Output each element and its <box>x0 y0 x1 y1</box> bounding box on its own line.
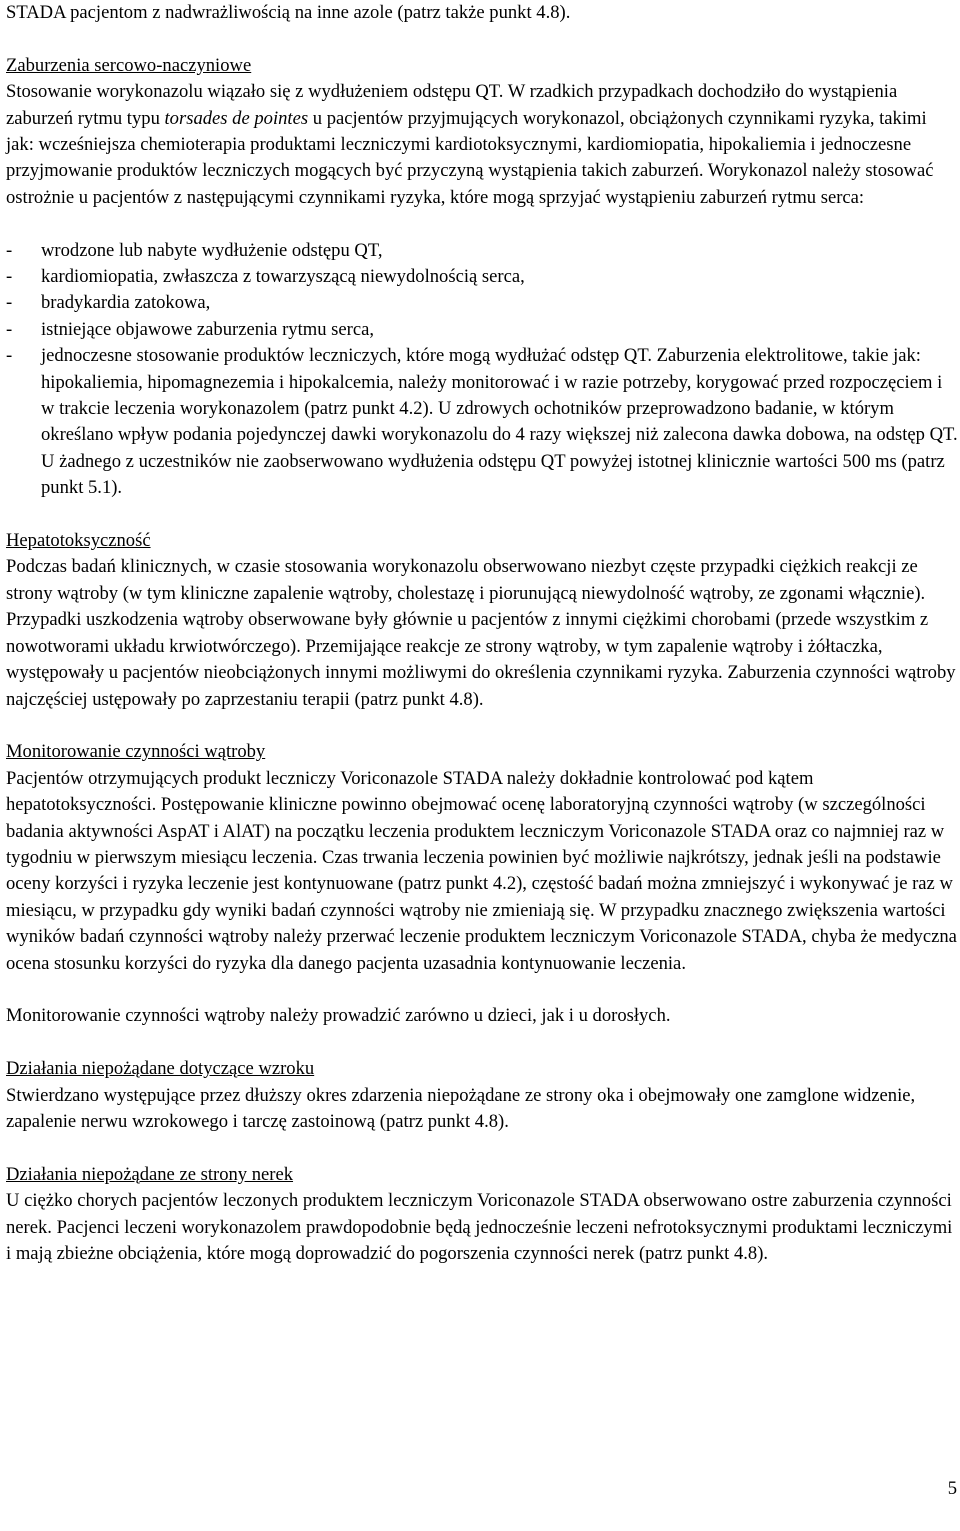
paragraph-liver-monitoring-all-ages: Monitorowanie czynności wątroby należy prowadzić zarówno u dzieci, jak i u dorosłych. <box>6 1005 671 1027</box>
list-dash: - <box>6 345 13 367</box>
spacer <box>6 1135 958 1161</box>
heading-renal-adverse-events: Działania niepożądane ze strony nerek <box>6 1163 294 1185</box>
list-item-text: bradykardia zatokowa, <box>41 292 211 314</box>
list-item <box>6 290 958 316</box>
page-number: 5 <box>947 1478 957 1499</box>
list-dash: - <box>6 266 13 288</box>
spacer <box>6 211 958 237</box>
paragraph-hepatotoxicity: Podczas badań klinicznych, w czasie stosowania worykonazolu obserwowano niezbyt częste przypadki ciężkich reakcji ze strony wątroby (w tym kliniczne zapalenie wątroby, cholestazę i piorunującą niewydolność wątroby, ze zgonami włącznie). Przypadki uszkodzenia wątroby obserwowane były głównie u pacjentów z innymi ciężkimi chorobami (przede wszystkim z nowotworami układu krwiotwórczego). Przemijające reakcje ze strony wątroby, w tym zapalenie wątroby i żółtaczka, występowały u pacjentów nieobciążonych innymi możliwymi do określenia czynnikami ryzyka. Zaburzenia czynności wątroby najczęściej ustępowały po zaprzestaniu terapii (patrz punkt 4.8). <box>6 556 956 710</box>
list-item-text: jednoczesne stosowanie produktów leczniczych, które mogą wydłużać odstęp QT. Zaburzenia elektrolitowe, takie jak: hipokaliemia, hipomagnezemia i hipokalcemia, należy monitorować i w razie potrzeby, korygować przed rozpoczęciem i w trakcie leczenia worykonazolem (patrz punkt 4.2). U zdrowych ochotników przeprowadzono badanie, w którym określano wpływ podania pojedynczej dawki worykonazolu do 4 razy większej niż zalecona dawka dobowa, na odstęp QT. U żadnego z uczestników nie zaobserwowano wydłużenia odstępu QT powyżej istotnej klinicznie wartości 500 ms (patrz punkt 5.1). <box>41 345 958 499</box>
heading-hepatotoxicity: Hepatotoksyczność <box>6 530 151 552</box>
italic-term: torsades de pointes <box>164 107 309 129</box>
text-segment: Stosowanie worykonazolu wiązało się z wydłużeniem odstępu QT. W rzadkich przypadkach dochodziło do wystąpienia zaburzeń rytmu typu <box>6 81 898 129</box>
section-renal-adverse-events <box>6 1162 958 1268</box>
heading-liver-monitoring: Monitorowanie czynności wątroby <box>6 741 266 763</box>
section-visual-adverse-events <box>6 1056 958 1135</box>
list-dash: - <box>6 318 13 340</box>
paragraph-visual-adverse-events: Stwierdzano występujące przez dłuższy okres zdarzenia niepożądane ze strony oka i obejmowały one zamglone widzenie, zapalenie nerwu wzrokowego i tarczę zastoinową (patrz punkt 4.8). <box>6 1084 916 1132</box>
list-item-text: istniejące objawowe zaburzenia rytmu serca, <box>41 318 374 340</box>
risk-factor-list <box>6 238 958 502</box>
heading-cardiovascular: Zaburzenia sercowo-naczyniowe <box>6 54 252 76</box>
list-item <box>6 343 958 501</box>
document-page <box>6 0 958 1267</box>
spacer <box>6 1030 958 1056</box>
text-segment: u pacjentów przyjmujących worykonazol, obciążonych czynnikami ryzyka, takimi jak: wcześniejsza chemioterapia produktami leczniczymi kardiotoksycznymi, kardiomiopatia, hipokaliemia i jednoczesne przyjmowanie produktów leczniczych mogących być przyczyną wystąpienia takich zaburzeń. Worykonazol należy stosować ostrożnie u pacjentów z następującymi czynnikami ryzyka, które mogą sprzyjać wystąpieniu zaburzeń rytmu serca: <box>6 107 934 208</box>
spacer <box>6 713 958 739</box>
section-liver-monitoring <box>6 739 958 1029</box>
paragraph-renal-adverse-events: U ciężko chorych pacjentów leczonych produktem leczniczym Voriconazole STADA obserwowano ostre zaburzenia czynności nerek. Pacjenci leczeni worykonazolem prawdopodobnie będą jednocześnie leczeni nefrotoksycznymi produktami leczniczymi i mają zbieżne obciążenia, które mogą doprowadzić do pogorszenia czynności nerek (patrz punkt 4.8). <box>6 1190 953 1264</box>
list-dash: - <box>6 292 13 314</box>
spacer <box>6 26 958 52</box>
list-item <box>6 238 958 264</box>
intro-line: STADA pacjentom z nadwrażliwością na inne azole (patrz także punkt 4.8). <box>6 2 571 23</box>
paragraph-cardiovascular <box>6 79 958 211</box>
list-item-text: wrodzone lub nabyte wydłużenie odstępu QT, <box>41 239 383 261</box>
list-item <box>6 317 958 343</box>
heading-visual-adverse-events: Działania niepożądane dotyczące wzroku <box>6 1058 315 1080</box>
section-cardiovascular <box>6 53 958 502</box>
section-hepatotoxicity <box>6 528 958 713</box>
paragraph-liver-monitoring: Pacjentów otrzymujących produkt leczniczy Voriconazole STADA należy dokładnie kontrolować pod kątem hepatotoksyczności. Postępowanie kliniczne powinno obejmować ocenę laboratoryjną czynności wątroby (w szczególności badania aktywności AspAT i AlAT) na początku leczenia produktem leczniczym Voriconazole STADA oraz co najmniej raz w tygodniu w pierwszym miesiącu leczenia. Czas trwania leczenia powinien być możliwie najkrótszy, jednak jeśli na podstawie oceny korzyści i ryzyka leczenie jest kontynuowane (patrz punkt 4.2), częstość badań można zmniejszyć i wykonywać je raz w miesiącu, w przypadku gdy wyniki badań czynności wątroby nie zmieniają się. W przypadku znacznego zwiększenia wartości wyników badań czynności wątroby należy przerwać leczenie produktem leczniczym Voriconazole STADA, chyba że medyczna ocena stosunku korzyści do ryzyka dla danego pacjenta uzasadnia kontynuowanie leczenia. <box>6 767 957 974</box>
list-item-text: kardiomiopatia, zwłaszcza z towarzyszącą niewydolnością serca, <box>41 266 525 288</box>
list-item <box>6 264 958 290</box>
list-dash: - <box>6 239 13 261</box>
spacer <box>6 977 958 1003</box>
spacer <box>6 502 958 528</box>
